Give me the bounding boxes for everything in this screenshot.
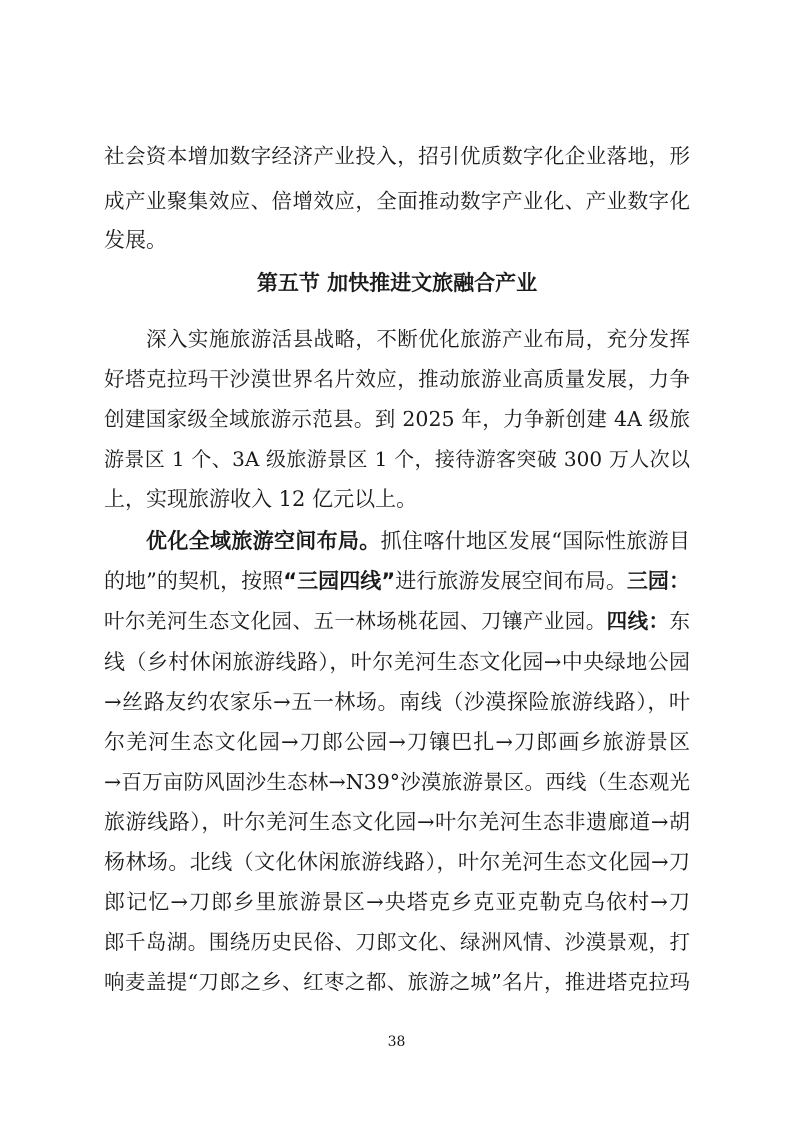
- layout-line-3-post: 东: [669, 609, 691, 633]
- intro-line-3: 发展。: [104, 228, 167, 252]
- layout-paragraph-line-6: 尔羌河生态文化园→刀郎公园→刀镶巴扎→刀郎画乡旅游景区: [104, 730, 690, 754]
- layout-paragraph-line-1: [146, 526, 690, 556]
- layout-paragraph-line-3: [104, 606, 690, 636]
- layout-paragraph-line-9: 杨林场。北线（文化休闲旅游线路），叶尔羌河生态文化园→刀: [104, 850, 690, 874]
- layout-line-2-pre: 的地”的契机，按照: [104, 569, 284, 593]
- section-heading: 第五节 加快推进文旅融合产业: [256, 271, 538, 295]
- layout-line-1-text: 抓住喀什地区发展“国际性旅游目: [380, 529, 690, 553]
- layout-paragraph-line-5: →丝路友约农家乐→五一林场。南线（沙漠探险旅游线路），叶: [104, 690, 690, 714]
- section-paragraph-line-3: 创建国家级全域旅游示范县。到 2025 年，力争新创建 4A 级旅: [104, 407, 690, 431]
- section-paragraph-line-5: 上，实现旅游收入 12 亿元以上。: [104, 487, 418, 511]
- three-parks-label: 三园：: [626, 569, 690, 593]
- three-parks-four-lines-term: “三园四线”: [283, 569, 396, 593]
- section-paragraph-line-4: 游景区 1 个、3A 级旅游景区 1 个，接待游客突破 300 万人次以: [104, 447, 690, 471]
- intro-line-2: 成产业聚集效应、倍增效应，全面推动数字产业化、产业数字化: [104, 189, 690, 213]
- section-paragraph-line-2: 好塔克拉玛干沙漠世界名片效应，推动旅游业高质量发展，力争: [104, 367, 690, 391]
- layout-paragraph-line-12: 响麦盖提“刀郎之乡、红枣之都、旅游之城”名片，推进塔克拉玛: [104, 970, 690, 994]
- layout-paragraph-line-10: 郎记忆→刀郎乡里旅游景区→央塔克乡克亚克勒克乌依村→刀: [104, 890, 690, 914]
- layout-paragraph-line-11: 郎千岛湖。围绕历史民俗、刀郎文化、绿洲风情、沙漠景观，打: [104, 930, 690, 954]
- layout-paragraph-line-8: 旅游线路），叶尔羌河生态文化园→叶尔羌河生态非遗廊道→胡: [104, 810, 690, 834]
- page-number: 38: [387, 1034, 406, 1050]
- four-lines-label: 四线：: [606, 609, 670, 633]
- layout-paragraph-line-7: →百万亩防风固沙生态林→N39°沙漠旅游景区。西线（生态观光: [104, 770, 690, 794]
- layout-heading-inline: 优化全域旅游空间布局。: [146, 529, 381, 553]
- section-paragraph-line-1: 深入实施旅游活县战略，不断优化旅游产业布局，充分发挥: [146, 327, 690, 351]
- layout-paragraph-line-2: [104, 566, 690, 596]
- layout-paragraph-line-4: 线（乡村休闲旅游线路），叶尔羌河生态文化园→中央绿地公园: [104, 650, 690, 674]
- three-parks-list: 叶尔羌河生态文化园、五一林场桃花园、刀镶产业园。: [104, 609, 607, 633]
- layout-line-2-post: 进行旅游发展空间布局。: [395, 569, 627, 593]
- intro-line-1: 社会资本增加数字经济产业投入，招引优质数字化企业落地，形: [104, 144, 690, 168]
